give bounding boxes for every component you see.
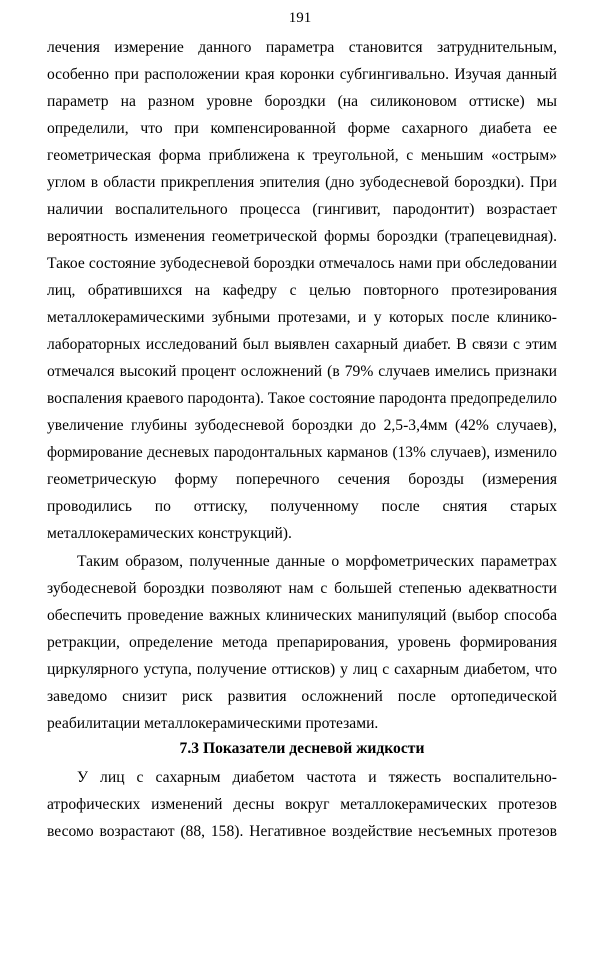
text-line: воспаления краевого пародонта). Такое состояние пародонта предопределило bbox=[47, 390, 557, 407]
text-line: геометрическая форма приближена к треугольной, с меньшим «острым» bbox=[47, 147, 557, 164]
paragraph-3 bbox=[47, 764, 557, 845]
text-line: лечения измерение данного параметра становится затруднительным, bbox=[47, 39, 557, 56]
text-line: геометрическую форму поперечного сечения борозды (измерения bbox=[47, 471, 557, 488]
text-line: наличии воспалительного процесса (гингивит, пародонтит) возрастает bbox=[47, 201, 557, 218]
text-line: проводились по оттиску, полученному после снятия старых bbox=[47, 498, 557, 515]
text-line: отмечался высокий процент осложнений (в 79% случаев имелись признаки bbox=[47, 363, 557, 380]
text-line: углом в области прикрепления эпителия (дно зубодесневой бороздки). При bbox=[47, 174, 557, 191]
text-line: определили, что при компенсированной форме сахарного диабета ее bbox=[47, 120, 557, 137]
text-line: зубодесневой бороздки позволяют нам с большей степенью адекватности bbox=[47, 580, 557, 597]
text-line: металлокерамическими зубными протезами, и у которых после клинико- bbox=[47, 309, 557, 326]
text-line: металлокерамических конструкций). bbox=[47, 525, 292, 542]
text-line: формирование десневых пародонтальных карманов (13% случаев), изменило bbox=[47, 444, 557, 461]
text-line: атрофических изменений десны вокруг металлокерамических протезов bbox=[47, 796, 557, 813]
text-line: обеспечить проведение важных клинических манипуляций (выбор способа bbox=[47, 607, 557, 624]
text-line: вероятность изменения геометрической формы бороздки (трапецевидная). bbox=[47, 228, 557, 245]
section-heading: 7.3 Показатели десневой жидкости bbox=[179, 740, 425, 757]
paragraph-2 bbox=[47, 548, 557, 737]
page-number: 191 bbox=[288, 10, 312, 26]
text-line: У лиц с сахарным диабетом частота и тяжесть воспалительно- bbox=[77, 769, 557, 786]
text-line: особенно при расположении края коронки субгингивально. Изучая данный bbox=[47, 66, 557, 83]
text-line: реабилитации металлокерамическими протезами. bbox=[47, 715, 379, 732]
text-line: увеличение глубины зубодесневой бороздки до 2,5-3,4мм (42% случаев), bbox=[47, 417, 557, 434]
text-line: лиц, обратившихся на кафедру с целью повторного протезирования bbox=[47, 282, 557, 299]
text-line: заведомо снизит риск развития осложнений после ортопедической bbox=[47, 688, 557, 705]
text-line: лабораторных исследований был выявлен сахарный диабет. В связи с этим bbox=[47, 336, 557, 353]
text-line: Такое состояние зубодесневой бороздки отмечалось нами при обследовании bbox=[47, 255, 557, 272]
text-line: весомо возрастают (88, 158). Негативное воздействие несъемных протезов bbox=[47, 823, 557, 840]
text-line: Таким образом, полученные данные о морфометрических параметрах bbox=[77, 553, 557, 570]
paragraph-1 bbox=[47, 34, 557, 547]
text-line: циркулярного уступа, получение оттисков) у лиц с сахарным диабетом, что bbox=[47, 661, 557, 678]
text-line: ретракции, определение метода препарирования, уровень формирования bbox=[47, 634, 557, 651]
text-line: параметр на разном уровне бороздки (на силиконовом оттиске) мы bbox=[47, 93, 557, 110]
